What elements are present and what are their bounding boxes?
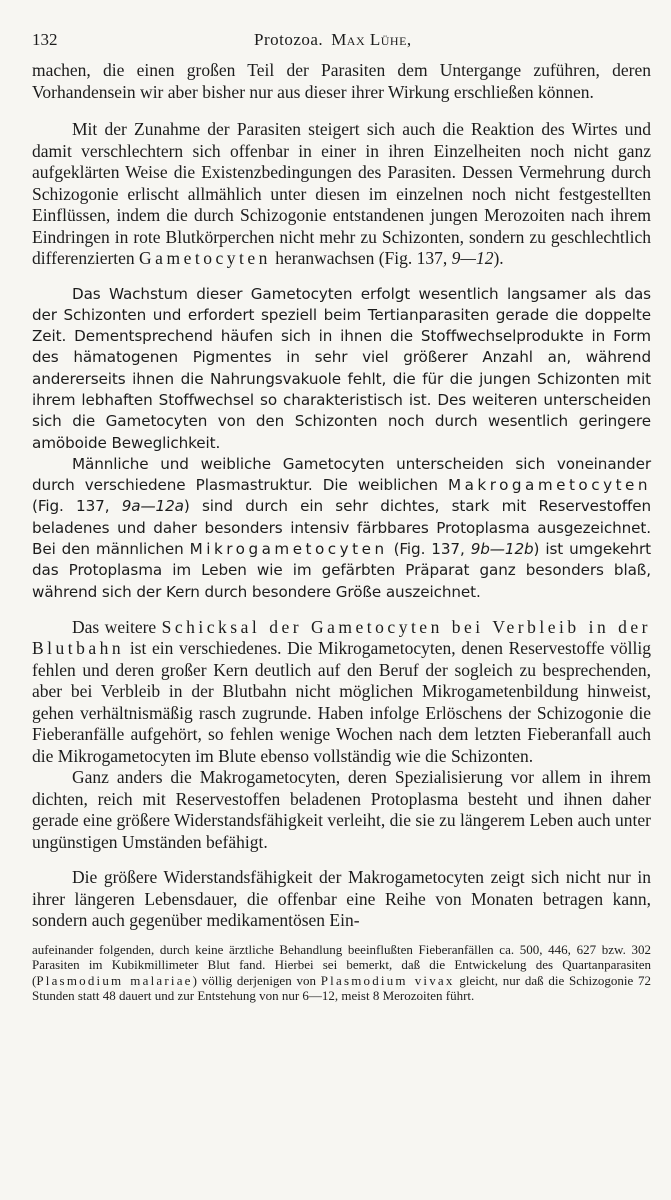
paragraph-2-text-c: ). <box>493 248 504 268</box>
footnote-text-c: gleicht, nur daß die Schizogonie 72 Stunden statt 48 dauert und zur Entstehung von nur 6—12, meist 8 Merozoiten führt. <box>32 972 652 1004</box>
footnote-text-b: ) völlig derjenigen von <box>192 972 316 988</box>
paragraph-2 <box>32 119 651 270</box>
figure-ref-9-12: 9—12 <box>451 248 494 268</box>
paragraph-2-text-a: Mit der Zunahme der Parasiten steigert sich auch die Reaktion des Wirtes und damit verschlechtern sich offenbar in einer in ihren Einzelheiten noch nicht ganz aufgeklärten Weise die Existenzbedingungen des Parasiten. Dessen Vermehrung durch Schizogonie erlischt allmählich unter diesen im einzelnen noch nicht festgestellten Einflüssen, indem die durch Schizogonie entstandenen jungen Merozoiten nach ihrem Eindringen in rote Blutkörperchen nicht mehr zu Schizonten, sondern zu geschlechtlich differenzierten <box>32 119 651 268</box>
running-title <box>254 30 412 50</box>
paragraph-6: Ganz anders die Makrogametocyten, deren Spezialisierung vor allem in ihrem dichten, reich mit Reservestoffen beladenen Protoplasma besteht und ihnen daher gerade eine größere Widerstandsfähigkeit verleiht, die sie zu längerem Leben auch unter ungünstigen Umständen befähigt. <box>32 767 651 852</box>
body-text <box>32 60 651 932</box>
page-header <box>32 30 651 60</box>
paragraph-4-text-e: ) ist umgekehrt das Protoplasma im Leben wie im gefärbten Präparat ganz besonders blaß, während sich der Kern durch besondere Größe auszeichnet. <box>32 540 652 601</box>
footnote-block <box>32 942 651 1004</box>
term-mikrogametocyten: Mikrogametocyten <box>189 540 388 559</box>
species-plasmodium-malariae: Plasmodium malariae <box>36 972 193 988</box>
paragraph-5 <box>32 617 651 768</box>
paragraph-7: Die größere Widerstandsfähigkeit der Makrogametocyten zeigt sich nicht nur in ihrer längeren Lebensdauer, die offenbar eine Reihe von Monaten betragen kann, sondern auch gegenüber medikamentösen Ein- <box>32 867 651 931</box>
footnote <box>32 942 651 1004</box>
footnote-text-a: aufeinander folgenden, durch keine ärztliche Behandlung beeinflußten Fieberanfällen ca. 500, 446, 627 bzw. 302 Parasiten im Kubikmillimeter Blut fand. Hierbei sei bemerkt, daß die Entwickelung des Quartanparasiten ( <box>32 941 651 988</box>
paragraph-5-text-a: Das weitere <box>72 616 157 637</box>
paragraph-4 <box>32 454 651 603</box>
section-title: Protozoa. <box>254 30 324 49</box>
sans-section <box>32 284 651 603</box>
term-schicksal: Schicksal der Gametocyten bei Verbleib in der Blutbahn <box>32 616 652 659</box>
paragraph-4-text-b: (Fig. 137, <box>32 497 110 516</box>
figure-ref-9b-12b: 9b—12b <box>470 540 534 559</box>
paragraph-4-text-c: ) sind durch ein sehr dichtes, stark mit Reservestoffen beladenes und daher besonders intensiv färbbares Protoplasma ausgezeichnet. Bei den männlichen <box>32 497 651 559</box>
paragraph-3: Das Wachstum dieser Gametocyten erfolgt wesentlich langsamer als das der Schizonten und erfordert speziell beim Tertianparasiten gerade die doppelte Zeit. Dementsprechend häufen sich in ihnen die Stoffwechselprodukte in Form des hämatogenen Pigmentes in sehr viel größerer Anzahl an, während andererseits ihnen die Nahrungsvakuole fehlt, die für die jungen Schizonten mit ihrem lebhaften Stoffwechsel so charakteristisch ist. Des weiteren unterscheiden sich die Gametocyten von den Schizonten noch durch wesentlich geringere amöboide Beweglichkeit. <box>32 284 651 452</box>
figure-ref-9a-12a: 9a—12a <box>121 497 184 516</box>
paragraph-1: machen, die einen großen Teil der Parasiten dem Untergange zuführen, deren Vorhandensein wir aber bisher nur aus dieser ihrer Wirkung erschließen können. <box>32 60 651 102</box>
term-gametocyten: Gametocyten <box>139 248 271 268</box>
term-makrogametocyten: Makrogametocyten <box>447 476 651 495</box>
paragraph-4-text-d: (Fig. 137, <box>393 540 465 559</box>
page-number: 132 <box>32 30 58 49</box>
species-plasmodium-vivax: Plasmodium vivax <box>320 972 455 988</box>
author-name: Max Lühe, <box>331 30 412 49</box>
paragraph-2-text-b: heranwachsen (Fig. 137, <box>275 248 448 268</box>
paragraph-5-text-b: ist ein verschiedenes. Die Mikrogametocyten, denen Reservestoffe völlig fehlen und deren großer Kern deutlich auf den Beruf der sogleich zu besprechenden, aber bei Verbleib in der Blutbahn nicht möglichen Mikrogametenbildung hinweist, gehen verhältnismäßig rasch zugrunde. Haben infolge Erlöschens der Schizogonie die Fieberanfälle aufgehört, so fehlen wenige Wochen nach dem letzten Fieberanfall auch die Mikrogametocyten im Blute ebenso vollständig wie die Schizonten. <box>32 638 652 766</box>
paragraph-4-text-a: Männliche und weibliche Gametocyten unterscheiden sich voneinander durch verschiedene Plasmastruktur. Die weiblichen <box>32 454 651 495</box>
